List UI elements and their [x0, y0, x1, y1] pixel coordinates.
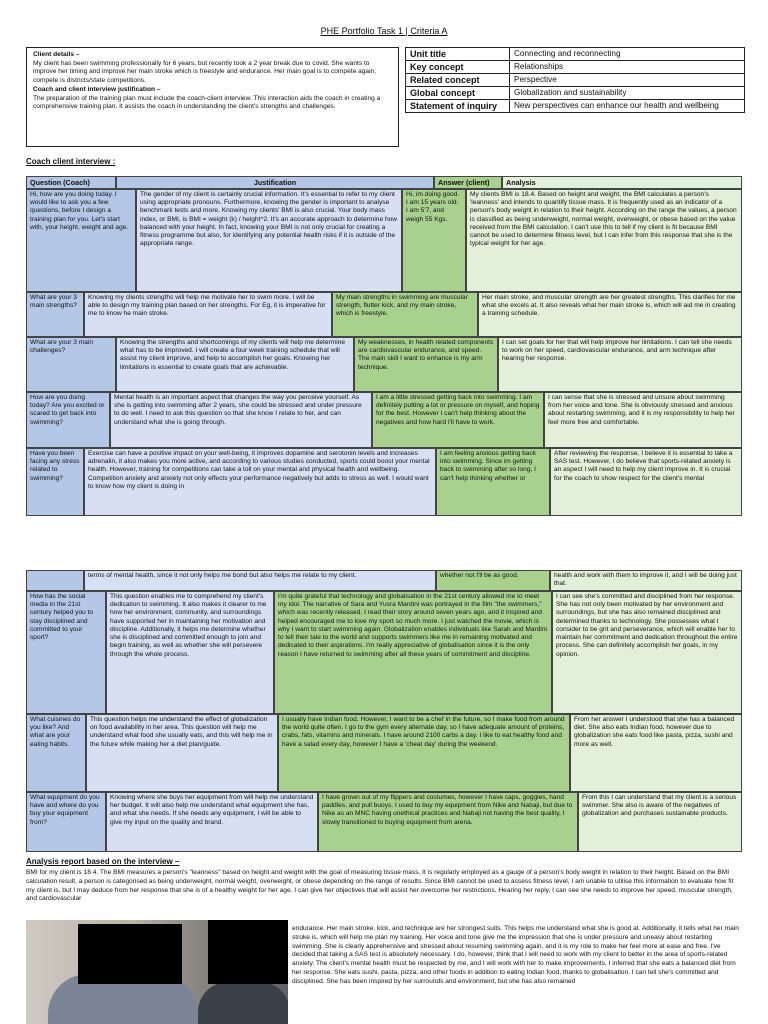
answer-cell: My main strengths in swimming are muscular strength, flutter kick, and my main stroke, which is freestyle.: [332, 292, 478, 337]
table-row: [26, 292, 742, 337]
document-title: PHE Portfolio Task 1 | Criteria A: [320, 26, 448, 36]
unit-info-value: New perspectives can enhance our health and wellbeing: [510, 100, 745, 113]
justification-cell: This question enables me to comprehend my client's dedication to swimming. It also makes it clearer to me how her environment, community, and surroundings have supported her in maintaining her motivation and discipline. Additionally, it helps me determine whether she is disciplined and committed enough to join and begin training, as well as whether she will persevere through the whole process.: [106, 591, 274, 714]
analysis-cell: health and work with them to improve it, and I will be doing just that.: [550, 570, 742, 591]
justification-cell: Exercise can have a positive impact on your well-being, it improves dopamine and serotonin levels and increases adrenalin, it also makes you more active, and according to various studies conducted, sports could boost your mental health. However, training for competitions can take a toll on your mental and physical health and wellbeing. Competition anxiety and anxiety not only effects your performance negatively but adds to stress as well. I would want to know how my client is doing in: [84, 448, 436, 516]
justification-cell: This question helps me understand the effect of globalization on food availability in her area. This question will help me understand what food she usually eats, and this will help me in the future while making her a diet plan/guide.: [86, 714, 278, 792]
justification-cell: Knowing my clients strengths will help me motivate her to swim more. I will be able to design my training plan based on her strengths. For Eg, it is imperative for me to know he main stroke.: [84, 292, 332, 337]
unit-info-value: Relationships: [510, 61, 745, 74]
question-cell: What are your 3 main challenges?: [26, 337, 116, 392]
analysis-report-title: Analysis report based on the interview –: [26, 857, 180, 866]
justification-cell: Mental health is an important aspect that changes the way you perceive yourself. As she is getting into swimming after 2 years, she could be stressed and under pressure to do well. I need to ask this question so that she know I relate to her, and can understand what she is going through.: [110, 392, 372, 448]
justification-cell: Knowing the strengths and shortcomings of my clients will help me determine what has to be improved. I will create a four week training schedule that will assist my client improve, and help to accomplish her goals. Knowing her limitations is essential to create goals that are achievable.: [116, 337, 354, 392]
question-cell: What cuisines do you like? And what are your eating habits.: [26, 714, 86, 792]
unit-info-value: Globalization and sustainability: [510, 87, 745, 100]
unit-info-value: Connecting and reconnecting: [510, 48, 745, 61]
unit-info-table: [405, 47, 745, 113]
header-answer: Answer (client): [434, 176, 502, 189]
interview-header-row: [26, 176, 742, 189]
answer-cell: I'm quite grateful that technology and globalisation in the 21st century allowed me to meet my idol. The narrative of Sara and Yusra Mardini was portrayed in the film "the swimmers," which was recently released. I read their story around seven years ago, and it inspired and helped encouraged me to love my sport so much more. I just watched the movie, which is why I want to start swimming again. Globalization enables individuals like Sarah and Mardini to tell their tale to the world and supports swimmers like me in remaining motivated and dedicated to their aspirations. I'm really appreciative of globalisation since it is the only reason I have returned to swimming after all these years of commitment and discipline.: [274, 591, 552, 714]
analysis-cell: I can set goals for her that will help improve her limitations. I can tell she needs to work on her speed, cardiovascular endurance, and arm technique after hearing her response.: [498, 337, 742, 392]
unit-info-key: Unit title: [406, 48, 510, 61]
client-photo: [26, 920, 288, 1024]
justification-text: The preparation of the training plan must include the coach-client interview. This interaction aids the coach in creating a comprehensive training plan. It assists the coach in understanding the client's strengths and challenges.: [33, 94, 381, 111]
face-redaction: [78, 924, 182, 984]
client-details-text: My client has been swimming professionally for 6 years, but recently took a 2 year break due to covid. She wants to improve her timing and improve her main stroke which is freestyle and endurance. Her main goal is to compete again; compete is districts/state competitions.: [33, 59, 377, 85]
answer-cell: I usually have Indian food. However, I want to be a chef in the future, so I make food from around the world quite often. I go to the gym every alternate day, so I have adequate amount of proteins, crabs, fats, vitamins and minerals. I have around 2100 carbs a day. I like to eat healthy food and have a salad every day, however I have a 'cheat day' during the weekend.: [278, 714, 570, 792]
unit-info-row: [406, 100, 745, 113]
table-row: [26, 570, 742, 591]
table-row: [26, 337, 742, 392]
analysis-cell: My clients BMI is 18.4. Based on height and weight, the BMI calculates a person's 'leanness' and intends to quantify tissue mass. It is frequently used as an indicator of a person's body weight in relation to their height. According on the range the values, a person is classified as being underweight, normal weight, overweight, or obese based on the value received from the BMI calculation. I can't use this to tell if my client is fit because BMI cannot be used to determine fitness level, but I can infer from this response that she is the typical weight for her age.: [466, 189, 742, 292]
table-row: [26, 392, 742, 448]
question-cell: [26, 570, 84, 591]
header-justification: Justification: [116, 176, 434, 189]
justification-cell: Knowing where she buys her equipment from will help me understand her budget. It will also help me understand what equipment she has, and what she needs. If she needs any equipment, I will be able to give my input on the quality and brand.: [106, 792, 318, 852]
table-row: [26, 591, 742, 714]
unit-info-key: Related concept: [406, 74, 510, 87]
answer-cell: I am feeling anxious getting back into swimming. Since im getting back to swimming after so long, I can't help thinking whether or: [436, 448, 550, 516]
unit-info-row: [406, 61, 745, 74]
analysis-report-paragraph: BMI for my client is 18.4. The BMI measures a person's "leanness" based on height and weight with the goal of measuring tissue mass. It is regularly employed as a gauge of a person's body weight in relation to their height. Based on the BMI calculation result, a person is categorised as being underweight, normal weight, overweight, or obese depending on the range of results. Since BMI cannot be used to assess fitness level, I am unable to utilise this information to evaluate how fit my client is, but I may deduce from her response that she is of a healthy weight for her age. I can give her objectives that will assist her overcome her restrictions. Hearing her reply, I can see she needs to improve her speed, muscular strength, and cardiovascular: [26, 869, 734, 903]
answer-cell: Hi, im doing good. I am 15 years old. I am 5'7, and weigh 55 Kgs.: [402, 189, 466, 292]
table-row: [26, 792, 742, 852]
client-details-heading: Client details –: [33, 51, 80, 58]
justification-cell: The gender of my client is certainly crucial information. It's essential to refer to my client using appropriate pronouns. Furthermore, knowing the gender is important to analyse benchmark tests and more. Knowing my clients' BMI is also crucial. Your body mass index, or BMI, is BMI = weight (k) / height^2. It's an accurate approach to determine how balanced with your height. In fact, knowing your BMI is not only crucial for creating a fitness programme but also, for identifying any potential health risks if it is outside of the appropriate range.: [136, 189, 402, 292]
analysis-cell: From her answer I understood that she has a balanced diet. She also eats Indian food, however due to globalization she eats food like pasta, pizza, sushi and more as well.: [570, 714, 742, 792]
answer-cell: I have grown out of my flippers and costumes, however I have caps, goggles, hand paddles, and pull buoys. I used to buy my equipment from Nike and Nabaji, but due to Nike as an MNC having unethical practices and Nabaji not having the best quality, I slowly transitioned to buying equipment from arena.: [318, 792, 578, 852]
analysis-cell: I can see she's committed and disciplined from her response. She has not only been motivated by her environment and surroundings, but she has also remained disciplined and determined thanks to technology. She possesses what I consider to be grit and perseverance, which will enable her to maintain her commitment and dedication throughout the entire process. She can definitely accomplish her goals, in my opinion.: [552, 591, 742, 714]
table-row: [26, 448, 742, 516]
analysis-cell: Her main stroke, and muscular strength are her greatest strengths. This clarifies for me what she excels at. It also reveals what her main stroke is, which will aid me in creating a training schedule.: [478, 292, 742, 337]
answer-cell: My weaknesses, in health related components are cardiovascular endurance, and speed. The main skill I want to enhance is my arm technique.: [354, 337, 498, 392]
unit-info-key: Statement of inquiry: [406, 100, 510, 113]
unit-info-row: [406, 74, 745, 87]
header-question: Question (Coach): [26, 176, 116, 189]
justification-cell: terms of mental health, since it not only helps me bond but also helps me relate to my client.: [84, 570, 436, 591]
face-redaction: [208, 920, 288, 984]
analysis-report-continued: endurance. Her main stroke, kick, and technique are her strongest suits. This helps me understand what she is good at. Additionally, it tells what her main stroke is, which will help me plan my training. Her voice and tone give me the impression that she is under pressure and uneasy about restarting swimming. She is clearly apprehensive and stressed about resuming swimming again, and it is my role to make her feel more at ease and free. I've decided that taking a SAS test is absolutely necessary. I do, however, think that I will need to work with my client to better in the area of sports-related anxiety. The client's mental health must be respected by me, and I will work with her to make improvements. I inferred that she eats a balanced diet from her response. She eats sushi, pasta, pizza, and other foods in addition to eating Indian food, thanks to globalisation. I can tell she's committed and disciplined. She has been inspired by her surrounds and environment, but she has also remained: [292, 925, 739, 985]
table-row: [26, 714, 742, 792]
justification-heading: Coach and client interview justification –: [33, 85, 161, 93]
unit-info-row: [406, 87, 745, 100]
table-row: [26, 189, 742, 292]
unit-info-row: [406, 48, 745, 61]
question-cell: How has the social media in the 21st century helped you to stay disciplined and committed to your sport?: [26, 591, 106, 714]
unit-info-key: Global concept: [406, 87, 510, 100]
client-details-box: [26, 47, 399, 147]
analysis-cell: I can sense that she is stressed and unsure about swimming from her voice and tone. She is obviously stressed and anxious about restarting swimming, and it is my responsibility to help her feel more free and comfortable.: [544, 392, 742, 448]
unit-info-value: Perspective: [510, 74, 745, 87]
question-cell: What equipment do you have and where do you buy your equipment from?: [26, 792, 106, 852]
unit-info-key: Key concept: [406, 61, 510, 74]
header-analysis: Analysis: [502, 176, 742, 189]
answer-cell: whether not I'll be as good.: [436, 570, 550, 591]
question-cell: What are your 3 main strengths?: [26, 292, 84, 337]
analysis-cell: After reviewing the response, I believe it is essential to take a SAS test. However, I do believe that sports-related anxiety is an aspect I will need to help my client improve in. It is crucial for the coach to show respect for the client's mental: [550, 448, 742, 516]
analysis-cell: From this I can understand that my client is a serious swimmer. She also is aware of the negatives of globalization and purchases sustainable products.: [578, 792, 742, 852]
answer-cell: I am a little stressed getting back into swimming. I am definitely putting a lot or pressure on myself, and hoping for the best. However I can't help thinking about the negatives and how hard I'll have to work.: [372, 392, 544, 448]
question-cell: How are you doing today? Are you excited or scared to get back into swimming?: [26, 392, 110, 448]
question-cell: Have you been facing any stress related to swimming?: [26, 448, 84, 516]
interview-label: Coach client interview :: [26, 157, 116, 166]
question-cell: Hi, how are you doing today. I would like to ask you a few questions, before I design a training plan for you. Let's start with, your height, weight and age.: [26, 189, 136, 292]
